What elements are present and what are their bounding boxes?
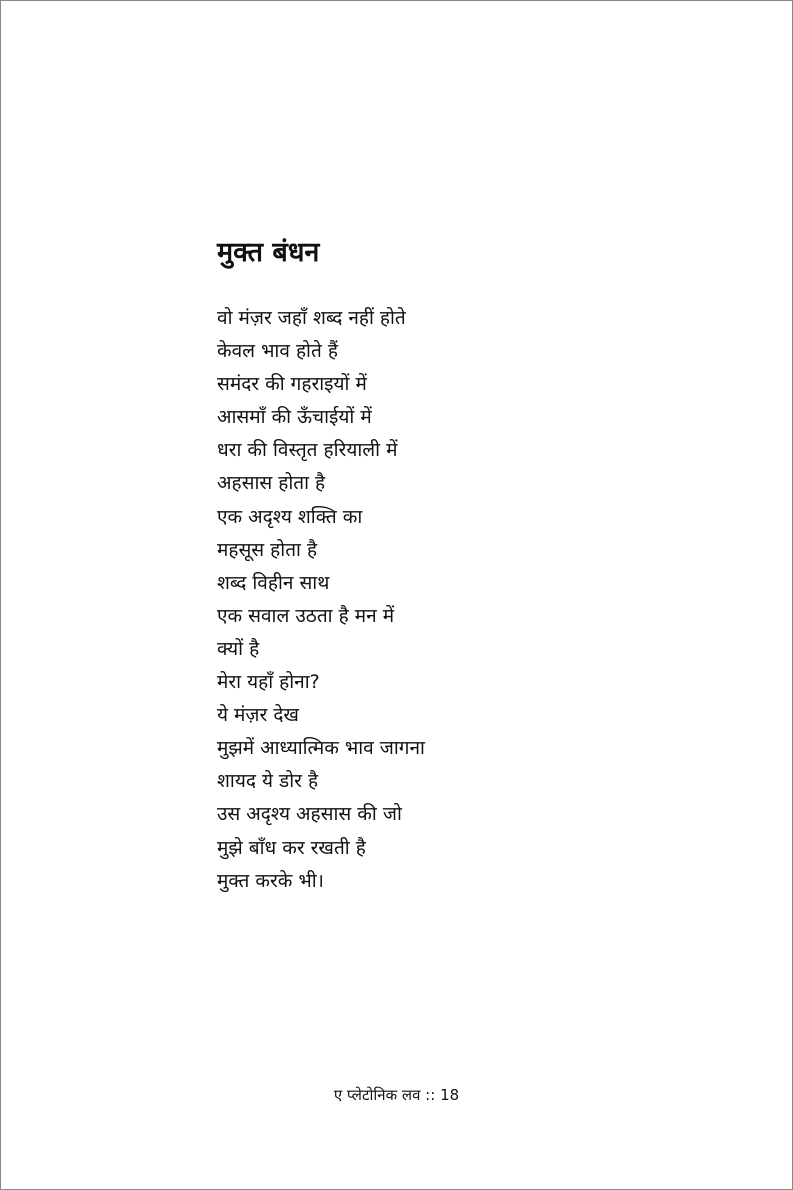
poem-line: उस अदृश्य अहसास की जो — [217, 803, 402, 826]
footer-book-title: ए प्लेटोनिक लव — [333, 1086, 421, 1104]
poem-line: शायद ये डोर है — [217, 770, 319, 793]
page-footer — [1, 1083, 792, 1107]
footer-separator: :: — [420, 1086, 441, 1104]
poem-line: मुझे बाँध कर रखती है — [217, 836, 366, 859]
poem-line: एक अदृश्य शक्ति का — [217, 505, 363, 528]
poem-line: महसूस होता है — [217, 538, 318, 561]
poem-body — [217, 302, 637, 898]
poem-line: वो मंज़र जहाँ शब्द नहीं होते — [217, 307, 406, 329]
page-number: 18 — [440, 1086, 460, 1104]
poem-line: अहसास होता है — [217, 472, 326, 495]
poem-line: मुझमें आध्यात्मिक भाव जागना — [217, 737, 425, 760]
poem-line: ये मंज़र देख — [217, 704, 299, 727]
poem-line: आसमाँ की ऊँचाईयों में — [217, 406, 372, 429]
poem-line: समंदर की गहराइयों में — [217, 373, 367, 396]
poem-line: मुक्त करके भी। — [217, 869, 324, 892]
poem-line: एक सवाल उठता है मन में — [217, 604, 395, 627]
poem-line: क्यों है — [217, 637, 260, 660]
poem-line: केवल भाव होते हैं — [217, 340, 338, 363]
poem-title: मुक्त बंधन — [217, 237, 320, 268]
poem-line: धरा की विस्तृत हरियाली में — [217, 439, 398, 462]
poem-line: मेरा यहाँ होना? — [217, 671, 320, 694]
poem-line: शब्द विहीन साथ — [217, 571, 330, 594]
